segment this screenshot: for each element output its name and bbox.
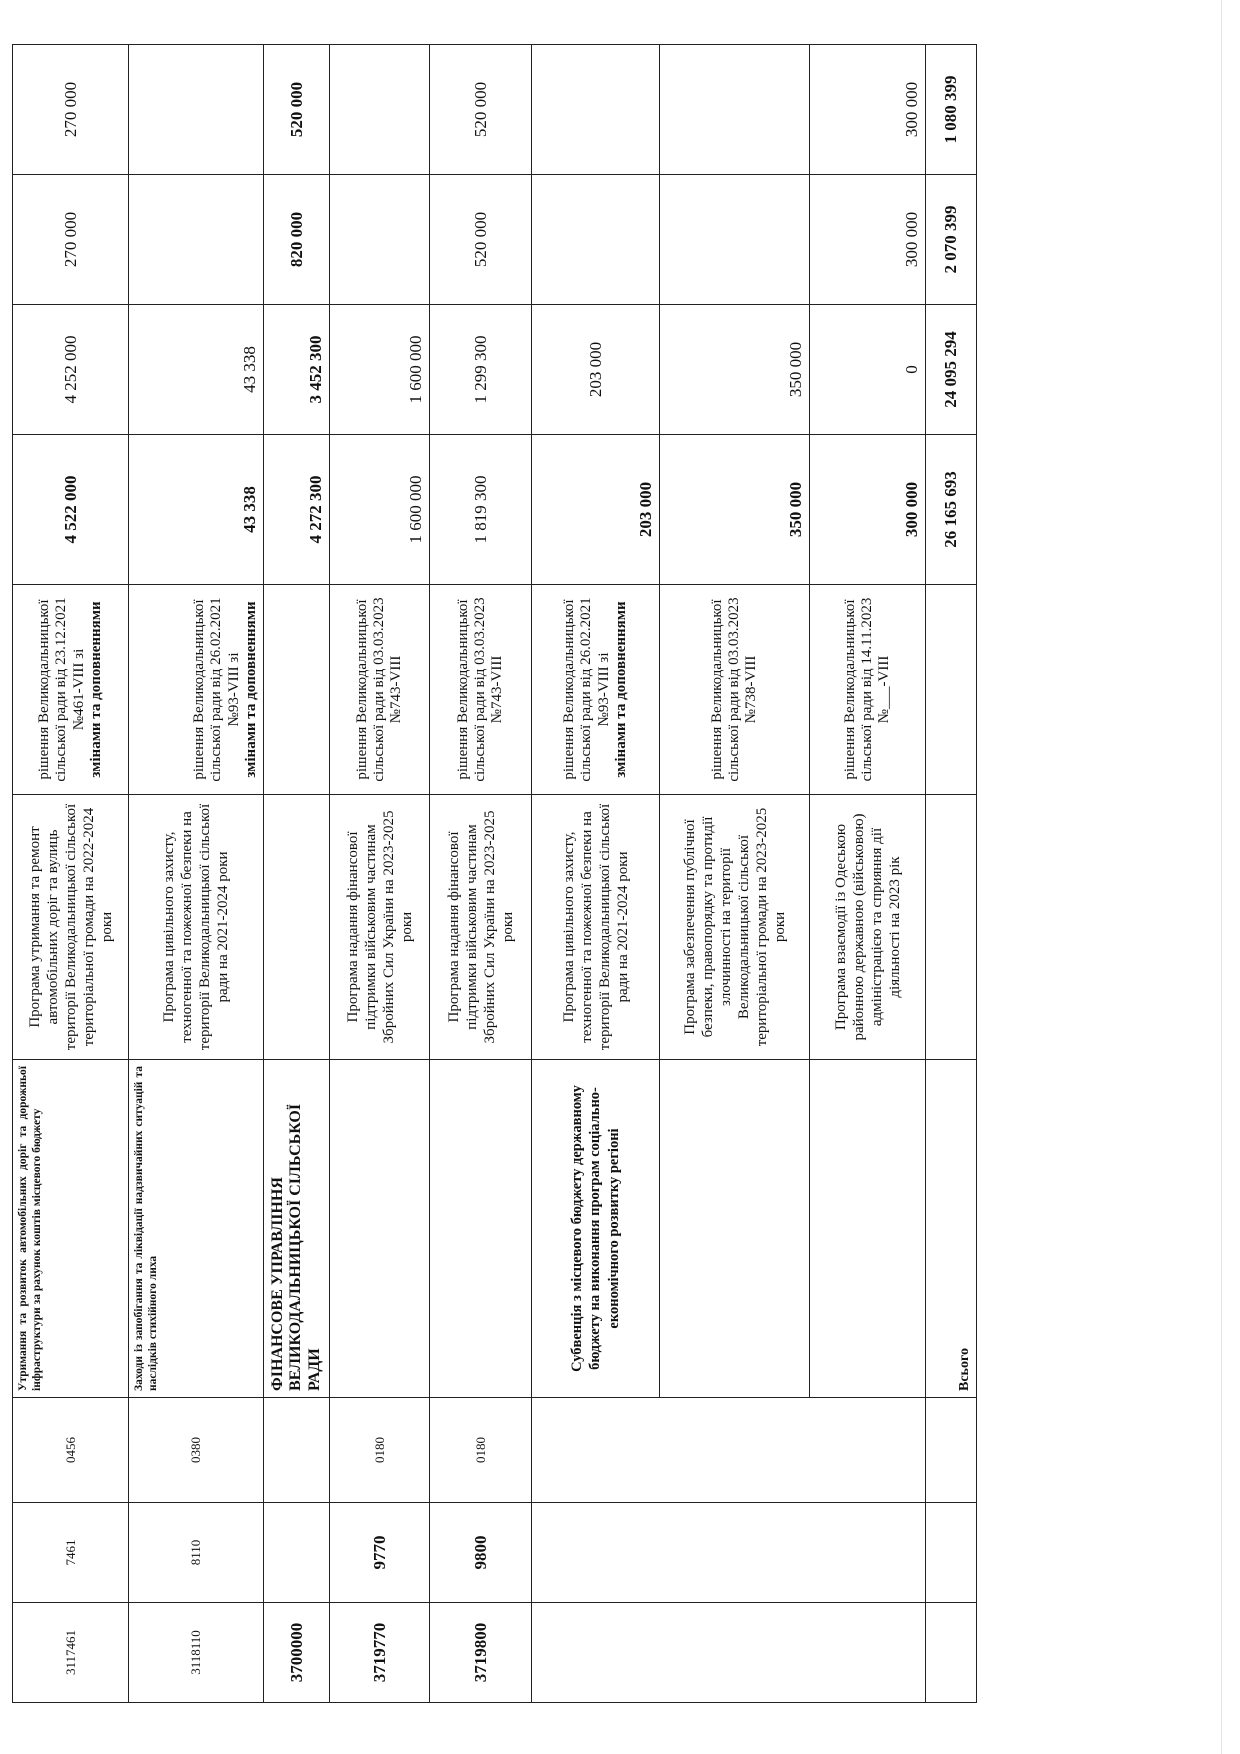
fkvk-code-cell: 0456 [13,1398,129,1503]
decision-text: рішення Великодальницької сільської ради від 26.02.2021 №93-VIII зі [191,597,242,782]
development-budget-cell: 300 000 [810,45,926,175]
general-fund-cell: 4 252 000 [13,305,129,435]
program-name-cell: Програма цивільного захисту, техногенної та пожежної безпеки на території Великодальницької сільської ради на 2021-2024 роки [532,795,660,1060]
development-budget-cell [660,45,810,175]
expense-name-cell: Утримання та розвиток автомобільних доріг та дорожньої інфраструктури за рахунок коштів місцевого бюджету [13,1060,129,1398]
decision-cell: рішення Великодальницької сільської ради від 14.11.2023 №___-VIII [810,585,926,795]
program-name-cell: Програма надання фінансової підтримки військовим частинам Збройних Сил України на 2023-2025 роки [330,795,430,1060]
fkvk-code-cell [926,1398,977,1503]
tpkvk-code-cell [264,1503,330,1603]
special-fund-cell [532,175,660,305]
total-amount-cell: 350 000 [660,435,810,585]
grand-total-cell: 26 165 693 [926,435,977,585]
decision-cell [926,585,977,795]
rotated-table-wrapper [12,45,976,1703]
program-name-cell [926,795,977,1060]
tpkvk-code-cell: 9770 [330,1503,430,1603]
development-budget-cell [532,45,660,175]
special-fund-total-cell: 2 070 399 [926,175,977,305]
decision-cell [532,585,660,795]
total-amount-cell: 1 600 000 [330,435,430,585]
decision-tail-text: змінами та доповненнями [87,601,104,778]
fkvk-code-cell [264,1398,330,1503]
table-row [13,45,129,1703]
general-fund-cell: 350 000 [660,305,810,435]
total-amount-cell: 4 522 000 [13,435,129,585]
tpkvk-code-cell: 9800 [430,1503,532,1603]
development-budget-total-cell: 1 080 399 [926,45,977,175]
expense-name-cell [810,1060,926,1398]
special-fund-cell [660,175,810,305]
expense-name-cell [660,1060,810,1398]
page-edge-line [1221,0,1222,1754]
totals-row [926,45,977,1703]
tpkvk-code-cell: 8110 [129,1503,264,1603]
expense-name-cell [430,1060,532,1398]
fkvk-code-cell: 0380 [129,1398,264,1503]
decision-cell: рішення Великодальницької сільської ради від 03.03.2023 №743-VIII [430,585,532,795]
program-code-cell [532,1603,926,1703]
total-amount-cell: 4 272 300 [264,435,330,585]
table-row [129,45,264,1703]
program-code-cell: 3117461 [13,1603,129,1703]
department-name-cell: ФІНАНСОВЕ УПРАВЛІННЯ ВЕЛИКОДАЛЬНИЦЬКОЇ СІЛЬСЬКОЇ РАДИ [264,1060,330,1398]
table-row [264,45,330,1703]
tpkvk-code-cell [926,1503,977,1603]
special-fund-cell: 270 000 [13,175,129,305]
fkvk-code-cell [532,1398,926,1503]
special-fund-cell [330,175,430,305]
program-name-cell: Програма цивільного захисту, техногенної та пожежної безпеки на території Великодальницької сільської ради на 2021-2024 роки [129,795,264,1060]
decision-cell [264,585,330,795]
expense-name-cell: Заходи із запобігання та ліквідації надзвичайних ситуацій та наслідків стихійного лиха [129,1060,264,1398]
general-fund-cell: 1 600 000 [330,305,430,435]
total-amount-cell: 300 000 [810,435,926,585]
program-name-cell [264,795,330,1060]
program-code-cell: 3118110 [129,1603,264,1703]
table-row [532,45,660,1703]
development-budget-cell [330,45,430,175]
special-fund-cell: 820 000 [264,175,330,305]
decision-cell: рішення Великодальницької сільської ради від 03.03.2023 №738-VIII [660,585,810,795]
program-name-cell: Програма утримання та ремонт автомобільних доріг та вулиць території Великодальницької сільської територіальної громади на 2022-2024 роки [13,795,129,1060]
tpkvk-code-cell [532,1503,926,1603]
program-code-cell: 3719770 [330,1603,430,1703]
tpkvk-code-cell: 7461 [13,1503,129,1603]
fkvk-code-cell: 0180 [330,1398,430,1503]
fkvk-code-cell: 0180 [430,1398,532,1503]
decision-cell: рішення Великодальницької сільської ради від 03.03.2023 №743-VIII [330,585,430,795]
development-budget-cell: 270 000 [13,45,129,175]
special-fund-cell: 300 000 [810,175,926,305]
special-fund-cell: 520 000 [430,175,532,305]
general-fund-cell: 203 000 [532,305,660,435]
general-fund-cell: 1 299 300 [430,305,532,435]
totals-label: Всього [926,1060,977,1398]
expense-name-cell [330,1060,430,1398]
program-name-cell: Програма взаємодії із Одеською районною державною (військовою) адміністрацією та сприяння дії діяльності на 2023 рік [810,795,926,1060]
development-budget-cell: 520 000 [264,45,330,175]
program-code-cell: 3719800 [430,1603,532,1703]
general-fund-cell: 3 452 300 [264,305,330,435]
table-row [330,45,430,1703]
total-amount-cell: 43 338 [129,435,264,585]
decision-text: рішення Великодальницької сільської ради від 26.02.2021 №93-VIII зі [561,597,612,782]
subvention-name-cell: Субвенція з місцевого бюджету державному бюджету на виконання програм соціально-економічного розвитку регіоні [532,1060,660,1398]
general-fund-total-cell: 24 095 294 [926,305,977,435]
decision-cell [13,585,129,795]
general-fund-cell: 0 [810,305,926,435]
decision-tail-text: змінами та доповненнями [242,601,259,778]
total-amount-cell: 1 819 300 [430,435,532,585]
decision-text: рішення Великодальницької сільської ради від 23.12.2021 №461-VIII зі [36,597,87,782]
general-fund-cell: 43 338 [129,305,264,435]
development-budget-cell [129,45,264,175]
program-code-cell: 3700000 [264,1603,330,1703]
program-name-cell: Програма надання фінансової підтримки військовим частинам Збройних Сил України на 2023-2025 роки [430,795,532,1060]
decision-cell [129,585,264,795]
special-fund-cell [129,175,264,305]
program-name-cell: Програма забезпечення публічної безпеки, правопорядку та протидії злочинності на території Великодальницької сільської територіальної громади на 2023-2025 роки [660,795,810,1060]
development-budget-cell: 520 000 [430,45,532,175]
program-code-cell [926,1603,977,1703]
decision-tail-text: змінами та доповненнями [612,601,629,778]
budget-table [12,44,977,1703]
total-amount-cell: 203 000 [532,435,660,585]
table-row [430,45,532,1703]
